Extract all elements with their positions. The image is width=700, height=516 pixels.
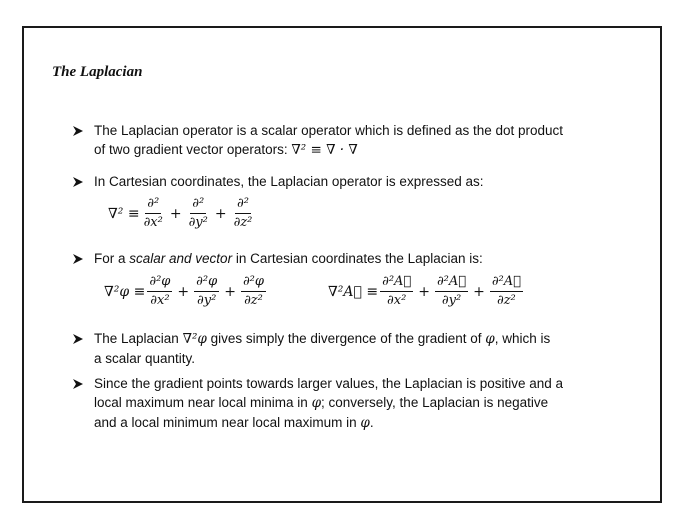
bullet-3-italic: scalar and vector <box>129 251 233 266</box>
bullet-arrow-icon <box>73 177 83 187</box>
bullet-4-math: ∇²φ <box>182 331 207 347</box>
eq1-num-x: ∂² <box>145 196 161 214</box>
eq1-term-z <box>232 196 255 231</box>
eq3-lhs: ∇²A⃗ ≡ <box>328 283 379 300</box>
eq1-term-x <box>142 196 165 231</box>
bullet-4 <box>74 329 614 368</box>
equation-laplacian-vector <box>328 274 525 309</box>
eq3-num-z: ∂²A⃗ <box>490 274 523 292</box>
bullet-1-line-1: The Laplacian operator is a scalar operator which is defined as the dot product <box>94 123 564 138</box>
bullet-1-line-2 <box>94 140 614 160</box>
eq3-den-y: ∂y² <box>441 293 462 308</box>
bullet-5-line-3-prefix: and a local minimum near local maximum in <box>94 415 361 430</box>
bullet-4-prefix: The Laplacian <box>94 331 183 346</box>
eq3-num-y: ∂²A⃗ <box>435 274 468 292</box>
eq3-plus-2: + <box>473 283 485 300</box>
eq2-den-z: ∂z² <box>244 293 263 308</box>
bullet-3-suffix: in Cartesian coordinates the Laplacian is: <box>232 251 483 266</box>
bullet-5-line-3-suffix: . <box>369 415 374 430</box>
bullet-1 <box>74 121 614 160</box>
eq2-term-y <box>194 274 219 309</box>
eq1-num-z: ∂² <box>235 196 251 214</box>
bullet-3 <box>74 249 614 268</box>
eq3-plus-1: + <box>418 283 430 300</box>
bullet-3-prefix: For a <box>94 251 130 266</box>
eq2-num-y: ∂²φ <box>194 274 219 292</box>
bullet-4-math-2: φ <box>485 331 495 347</box>
bullet-arrow-icon <box>73 126 83 136</box>
eq3-term-x <box>380 274 413 309</box>
eq2-lhs: ∇²φ ≡ <box>104 283 146 300</box>
eq1-term-y <box>187 196 210 231</box>
bullet-4-end: , which is <box>494 331 551 346</box>
eq1-num-y: ∂² <box>190 196 206 214</box>
eq3-den-x: ∂x² <box>387 293 407 308</box>
eq2-den-x: ∂x² <box>150 293 170 308</box>
equation-laplacian-scalar <box>104 274 268 309</box>
eq2-plus-2: + <box>224 283 236 300</box>
bullet-5-line-1: Since the gradient points towards larger values, the Laplacian is positive and a <box>94 376 564 391</box>
eq1-lhs: ∇² ≡ <box>108 205 140 222</box>
bullet-4-line-2: a scalar quantity. <box>94 351 196 366</box>
bullet-1-line-2-text: of two gradient vector operators: <box>94 142 292 157</box>
slide-title: The Laplacian <box>52 64 143 80</box>
bullet-3-line <box>94 249 614 268</box>
bullet-4-middle: gives simply the divergence of the gradient of <box>206 331 486 346</box>
bullet-2-text: In Cartesian coordinates, the Laplacian operator is expressed as: <box>94 174 484 189</box>
bullet-5-line-3 <box>94 413 614 433</box>
eq3-num-x: ∂²A⃗ <box>380 274 413 292</box>
eq3-den-z: ∂z² <box>496 293 516 308</box>
bullet-5-line-3-math: φ <box>360 415 370 431</box>
bullet-4-line-1 <box>94 329 614 349</box>
eq3-term-z <box>490 274 523 309</box>
bullet-arrow-icon <box>73 254 83 264</box>
bullet-2 <box>74 172 614 191</box>
equation-laplacian-operator <box>108 196 256 231</box>
eq1-plus-1: + <box>169 205 182 222</box>
bullet-5-line-2-math: φ <box>311 395 322 411</box>
eq2-num-z: ∂²φ <box>241 274 266 292</box>
eq2-den-y: ∂y² <box>197 293 217 308</box>
eq1-den-x: ∂x² <box>143 215 163 230</box>
eq3-term-y <box>435 274 468 309</box>
eq2-plus-1: + <box>177 283 190 300</box>
eq1-den-z: ∂z² <box>233 215 253 230</box>
eq1-den-y: ∂y² <box>188 215 208 230</box>
bullet-arrow-icon <box>73 379 83 389</box>
eq2-term-x <box>147 274 172 309</box>
bullet-5-line-2-prefix: local maximum near local minima in <box>94 395 312 410</box>
eq2-num-x: ∂²φ <box>147 274 172 292</box>
laplacian-definition: ∇² ≡ ∇ · ∇ <box>291 142 358 158</box>
bullet-5-line-2 <box>94 393 614 413</box>
bullet-5 <box>74 374 614 433</box>
eq1-plus-2: + <box>214 205 227 222</box>
bullet-arrow-icon <box>73 334 83 344</box>
bullet-5-line-2-suffix: ; conversely, the Laplacian is negative <box>321 395 549 410</box>
eq2-term-z <box>241 274 266 309</box>
